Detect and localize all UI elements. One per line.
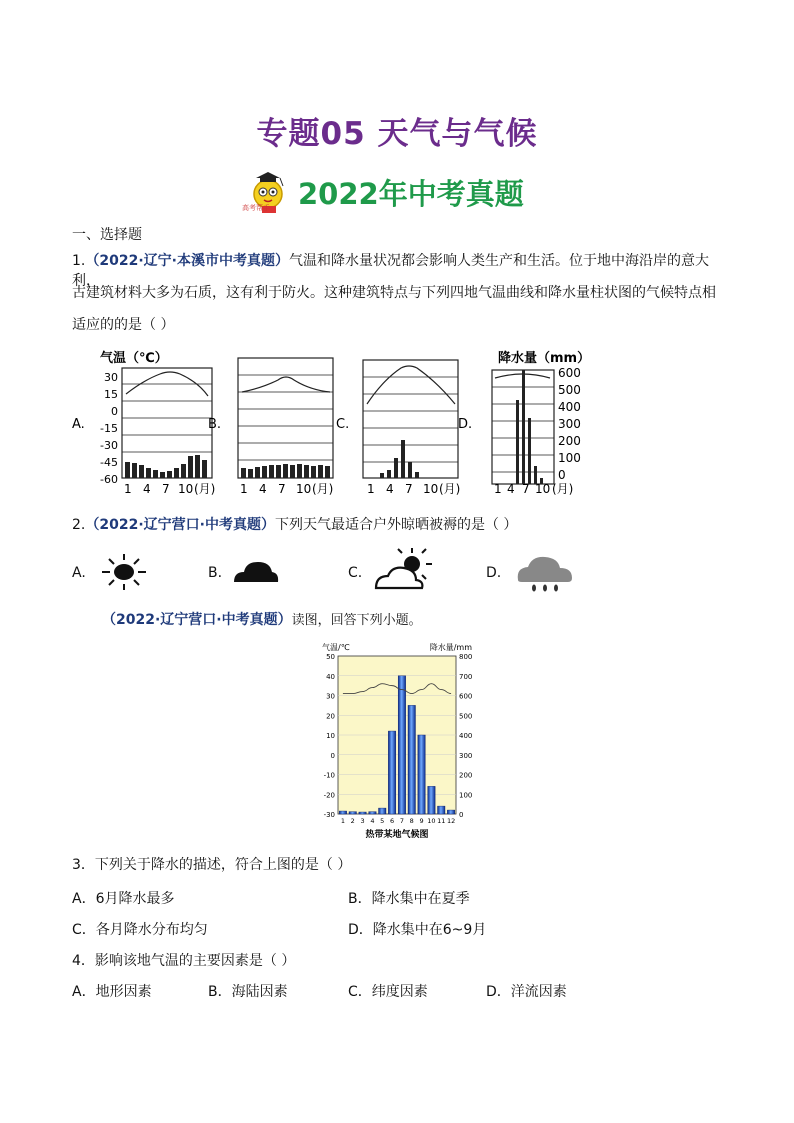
precip-bar — [438, 806, 445, 814]
q4-stem: 4．影响该地气温的主要因素是（ ） — [72, 953, 296, 969]
precip-tick-label: 600 — [459, 692, 473, 701]
q3-option-c[interactable]: C．各月降水分布均匀 — [72, 922, 208, 938]
q3-option-d[interactable]: D．降水集中在6~9月 — [348, 922, 487, 938]
mascot-logo-icon — [240, 170, 292, 214]
precip-bar — [388, 731, 395, 814]
precip-tick: 500 — [558, 383, 581, 397]
temp-tick: -15 — [100, 422, 118, 435]
temp-axis-ticks — [100, 371, 118, 486]
q4-option-d[interactable]: D．洋流因素 — [486, 984, 567, 1000]
chart-c-plot — [363, 360, 458, 478]
q1-line2: 古建筑材料大多为石质，这有利于防火。这种建筑特点与下列四地气温曲线和降水量柱状图的气候特点相 — [72, 285, 716, 301]
precip-bar — [349, 812, 356, 814]
chart-d-plot — [492, 370, 554, 484]
month-tick: 7 — [405, 482, 413, 496]
climate-chart — [318, 640, 476, 840]
month-tick-label: 7 — [399, 817, 404, 825]
q2-source: （2022·辽宁营口·中考真题） — [85, 517, 275, 533]
q3-option-b[interactable]: B．降水集中在夏季 — [348, 891, 470, 907]
q2-option-c-label: C. — [348, 565, 363, 581]
precip-tick-label: 0 — [459, 811, 464, 819]
temp-tick: -30 — [100, 439, 118, 452]
month-tick: 7 — [162, 482, 170, 496]
precip-bar — [428, 786, 435, 814]
option-d-label: D. — [458, 417, 473, 432]
precip-bar — [398, 676, 405, 814]
q2-option-a-label: A. — [72, 565, 86, 581]
q1-text1: 气温和降水量状况都会影响人类生产和生活。位于地中海沿岸的意大利， — [72, 253, 709, 289]
month-tick: 1 — [124, 482, 132, 496]
month-tick: 10 — [535, 482, 551, 496]
sun-icon — [98, 552, 150, 592]
chart-title: 热带某地气候图 — [365, 830, 429, 840]
intro-source: （2022·辽宁营口·中考真题） — [102, 612, 292, 628]
month-tick: 10 — [423, 482, 439, 496]
chart-b-plot — [238, 358, 333, 478]
precip-tick-label: 800 — [459, 653, 473, 661]
temp-tick: 15 — [104, 388, 118, 401]
month-tick: 1 — [240, 482, 248, 496]
month-tick-label: 11 — [437, 817, 446, 825]
q1-number: 1. — [72, 253, 86, 269]
page-subtitle: 2022年中考真题 — [298, 176, 524, 211]
month-tick-label: 1 — [340, 817, 345, 825]
precip-tick-label: 500 — [459, 712, 473, 721]
temp-axis-title: 气温（℃） — [100, 351, 168, 366]
overcast-icon — [232, 556, 280, 586]
precip-tick-label: 400 — [459, 732, 473, 740]
precip-bar — [369, 812, 376, 814]
logo-text: 高考帮手 — [242, 204, 270, 212]
chart-a-plot — [122, 368, 212, 478]
month-unit: (月) — [312, 482, 334, 496]
chart-a-months — [124, 482, 215, 496]
precip-tick: 200 — [558, 434, 581, 448]
temp-tick: 0 — [111, 405, 118, 418]
month-tick-label: 5 — [380, 817, 385, 825]
q2-option-b-label: B. — [208, 565, 223, 581]
month-tick: 1 — [494, 482, 502, 496]
precip-tick: 0 — [558, 468, 566, 482]
month-tick: 7 — [522, 482, 530, 496]
temp-tick: -60 — [100, 473, 118, 486]
month-tick-label: 6 — [390, 817, 395, 825]
temp-tick-label: 10 — [326, 732, 335, 740]
option-b-label: B. — [208, 417, 222, 432]
precip-bar — [379, 808, 386, 814]
partly-cloudy-icon — [372, 546, 436, 592]
precip-tick: 600 — [558, 366, 581, 380]
temp-tick-label: -10 — [323, 771, 335, 780]
precip-tick-label: 200 — [459, 771, 473, 780]
intro-text: 读图，回答下列小题。 — [291, 613, 422, 628]
month-tick-label: 2 — [350, 817, 355, 825]
q3-stem: 3．下列关于降水的描述，符合上图的是（ ） — [72, 857, 352, 873]
month-tick-label: 3 — [360, 817, 365, 825]
month-unit: (月) — [552, 482, 574, 496]
rain-icon — [512, 550, 576, 596]
temp-tick-label: 50 — [326, 653, 335, 661]
temp-tick: -45 — [100, 456, 118, 469]
precip-tick: 300 — [558, 417, 581, 431]
month-tick: 4 — [507, 482, 515, 496]
temp-tick-label: 20 — [326, 712, 335, 721]
month-tick: 10 — [178, 482, 194, 496]
precip-ticks — [459, 653, 472, 819]
precip-tick-label: 300 — [459, 751, 473, 760]
option-a-label: A. — [72, 417, 85, 432]
q4-option-a[interactable]: A．地形因素 — [72, 984, 152, 1000]
q2-stem — [72, 515, 517, 535]
precip-bar — [359, 812, 366, 814]
q2-text: 下列天气最适合户外晾晒被褥的是（ ） — [274, 517, 518, 533]
month-tick-label: 4 — [370, 817, 375, 825]
q1-line3: 适应的的是（ ） — [72, 317, 175, 333]
temp-ticks — [324, 653, 335, 819]
precip-bar — [447, 810, 454, 814]
right-axis-label: 降水量/mm — [429, 643, 472, 652]
chart-b-months — [240, 482, 333, 496]
month-tick-label: 12 — [446, 817, 456, 825]
q2-option-d-label: D. — [486, 565, 502, 581]
intro-line — [102, 610, 422, 631]
month-ticks — [341, 817, 455, 825]
precip-bar — [339, 811, 346, 814]
temp-tick: 30 — [104, 371, 118, 384]
subtitle-row — [240, 170, 524, 214]
precip-bar — [408, 705, 415, 814]
month-tick: 4 — [259, 482, 267, 496]
month-tick-label: 8 — [409, 817, 414, 825]
precip-tick: 400 — [558, 400, 581, 414]
temp-tick-label: 30 — [326, 692, 335, 701]
temp-tick-label: -20 — [323, 791, 335, 800]
section-heading: 一、选择题 — [72, 227, 142, 243]
month-unit: (月) — [194, 482, 216, 496]
left-axis-label: 气温/℃ — [322, 643, 350, 652]
month-tick-label: 10 — [427, 817, 436, 825]
month-tick: 4 — [143, 482, 151, 496]
q1-source: （2022·辽宁·本溪市中考真题） — [85, 253, 289, 269]
option-c-label: C. — [336, 417, 350, 432]
q2-number: 2. — [72, 517, 86, 533]
q4-option-b[interactable]: B．海陆因素 — [208, 984, 288, 1000]
temp-tick-label: 40 — [326, 672, 335, 681]
temp-tick-label: -30 — [323, 811, 335, 819]
month-unit: (月) — [439, 482, 461, 496]
precip-tick-label: 700 — [459, 672, 473, 681]
precip-axis-title: 降水量（mm） — [498, 351, 591, 366]
month-tick: 4 — [386, 482, 394, 496]
precip-tick: 100 — [558, 451, 581, 465]
q3-option-a[interactable]: A．6月降水最多 — [72, 891, 175, 907]
temp-tick-label: 0 — [330, 751, 335, 760]
precip-tick-label: 100 — [459, 791, 473, 800]
q1-climate-charts — [70, 348, 600, 498]
month-tick: 10 — [296, 482, 312, 496]
month-tick: 1 — [367, 482, 375, 496]
q4-option-c[interactable]: C．纬度因素 — [348, 984, 428, 1000]
precip-axis-ticks — [558, 366, 581, 482]
month-tick: 7 — [278, 482, 286, 496]
month-tick-label: 9 — [419, 817, 424, 825]
chart-c-months — [367, 482, 460, 496]
precip-bar — [418, 735, 425, 814]
page-title: 专题05 天气与气候 — [256, 116, 538, 152]
